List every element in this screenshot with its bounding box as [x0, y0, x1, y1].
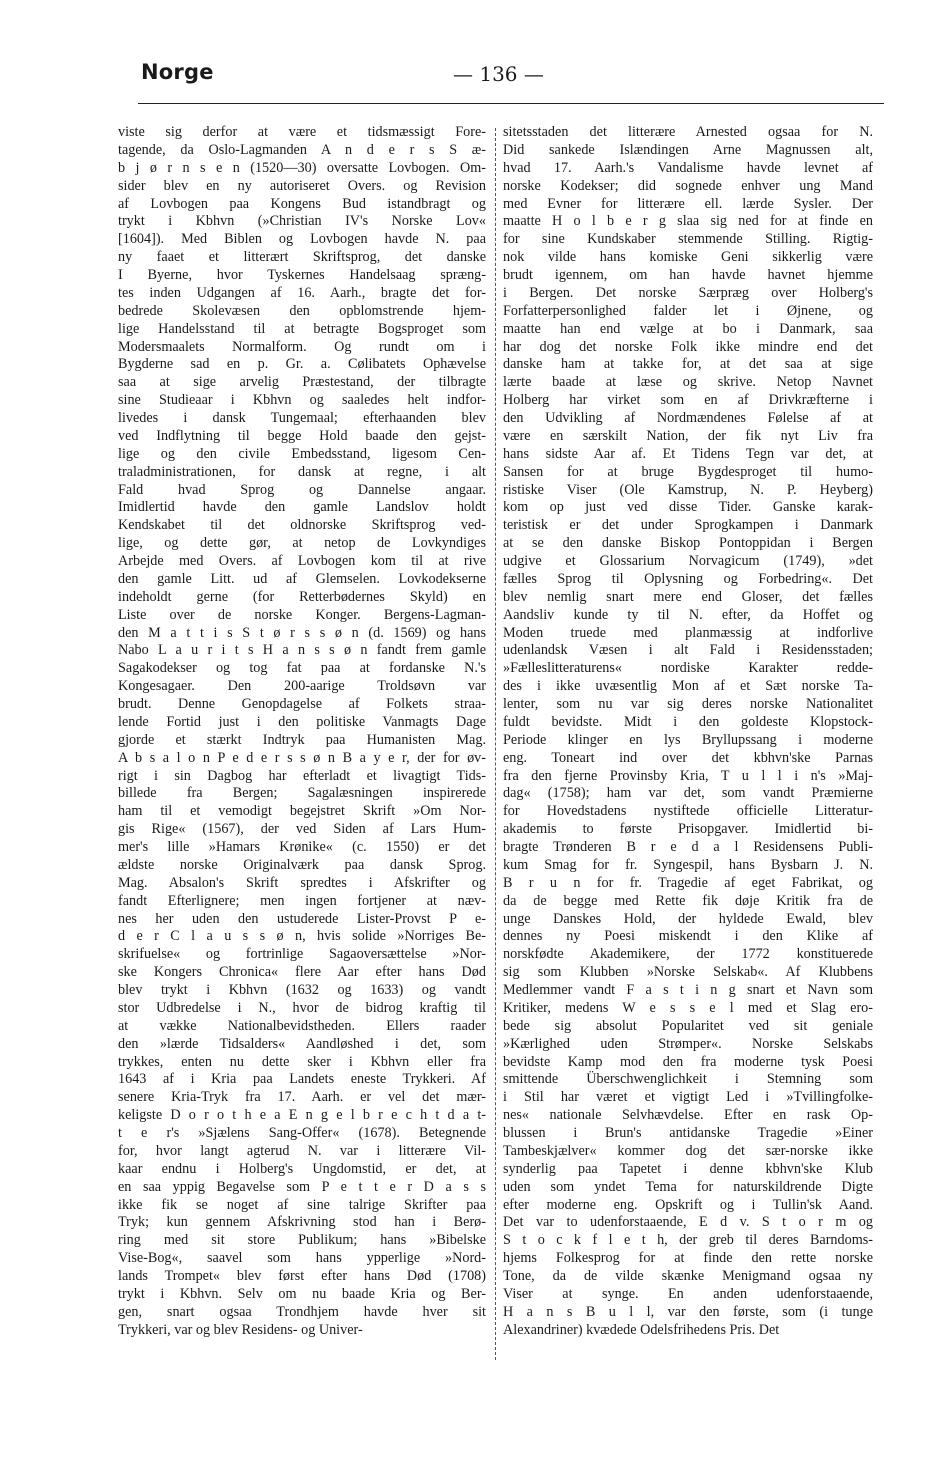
- text-line: lenter, som nu var sig deres norske Nationalitet: [503, 696, 873, 712]
- text-line: norske Kodekser; did sognede enhver ung Mand: [503, 177, 873, 194]
- text-line: for, hvor langt agterud N. var i litterære Vil-: [118, 1142, 486, 1159]
- text-line: maatte H o l b e r g slaa sig ned for at finde en: [503, 213, 873, 230]
- text-line: ham til et vemodigt begejstret Skrift »Om Nor-: [118, 803, 486, 820]
- text-line: blussen i Brun's antidanske Tragedie »Einer: [503, 1125, 873, 1141]
- text-line: ved Indflytning til begge Hold baade den gejst-: [118, 427, 486, 444]
- text-line: lende Fortid just i den politiske Vanmagts Dage: [118, 713, 486, 730]
- text-line: I Byerne, hvor Tyskernes Handelsaag spræng-: [118, 267, 486, 283]
- text-line: fandt Efterlignere; men ingen fortjener at næv-: [118, 892, 486, 909]
- text-line: Tone, da de vilde skænke Menigmand ogsaa ny: [503, 1268, 873, 1284]
- text-line: tagende, da Oslo-Lagmanden A n d e r s S æ-: [118, 141, 486, 158]
- text-line: B r u n for fr. Tragedie af eget Fabrikat, og: [503, 874, 873, 891]
- text-line: for Hovedstadens nystiftede officielle Litteratur-: [503, 803, 873, 820]
- text-line: bedrede Skolevæsen den opblomstrende hjem-: [118, 302, 486, 319]
- text-line: bevidste Kamp mod den fra moderne tysk Poesi: [503, 1053, 873, 1070]
- text-line: nes her uden den ustuderede Lister-Provst P e-: [118, 910, 486, 927]
- text-line: blev nemlig snart mere end Gloser, det fælles: [503, 588, 873, 605]
- text-line: bede sig absolut Popularitet ved sit geniale: [503, 1017, 873, 1034]
- text-line: »Fælleslitteraturens« nordiske Karakter redde-: [503, 660, 873, 677]
- text-line: trykkes, enten nu dette sker i Kbhvn eller fra: [118, 1053, 486, 1070]
- text-line: den M a t t i s S t ø r s s ø n (d. 1569) og hans: [118, 624, 486, 641]
- text-line: bragte Trønderen B r e d a l Residensens Publi-: [503, 839, 873, 855]
- text-line: stor Udbredelse i N., hvor de bidrog kraftig til: [118, 999, 486, 1016]
- text-line: lige, og dette gør, at netop de Lovkyndiges: [118, 535, 486, 552]
- text-line: t e r's »Sjælens Sang-Offer« (1678). Betegnende: [118, 1125, 486, 1141]
- text-line: den Udvikling af Nordmændenes Følelse af at: [503, 410, 873, 426]
- text-line: Kritiker, medens W e s s e l med et Slag ero-: [503, 999, 873, 1016]
- text-line: Tryk; kun gennem Afskrivning stod han i Berø-: [118, 1214, 486, 1231]
- text-line: i Bergen. Det norske Særpræg over Holberg's: [503, 284, 873, 301]
- text-line: livedes i dansk Tungemaal; efterhaanden blev: [118, 410, 486, 426]
- text-line: smittende Überschwenglichkeit i Stemning som: [503, 1071, 873, 1088]
- text-line: danske ham at takke for, at det saa at sige: [503, 356, 873, 373]
- text-line: lige Handelsstand til at betragte Bogsproget som: [118, 320, 486, 337]
- text-line: dennes ny Poesi miskendt i den Klike af: [503, 928, 873, 945]
- text-line: gjorde et stærkt Indtryk paa Humanisten Mag.: [118, 731, 486, 748]
- text-line: ristiske Viser (Ole Kamstrup, N. P. Heyberg): [503, 481, 873, 498]
- text-line: gis Rige« (1567), der ved Siden af Lars Hum-: [118, 821, 486, 838]
- text-line: brudt. Denne Genopdagelse af Folkets straa-: [118, 696, 486, 712]
- text-line: ske Kongers Chronica« flere Aar efter hans Død: [118, 964, 486, 981]
- text-line: efter moderne eng. Opskrift og i Tullin'sk Aand.: [503, 1196, 873, 1213]
- right-text-column: [503, 124, 873, 1340]
- text-line: Did sankede Islændingen Arne Magnussen alt,: [503, 141, 873, 158]
- text-line: udenlandsk Væsen i alt Fald i Residensstaden;: [503, 642, 873, 659]
- text-line: synderlig paa Tapetet i denne kbhvn'ske Klub: [503, 1160, 873, 1177]
- header-rule: [138, 103, 884, 104]
- text-line: Mag. Absalon's Skrift spredtes i Afskrifter og: [118, 874, 486, 891]
- text-line: indeholdt gerne (for Retterbødernes Skyld) en: [118, 588, 486, 605]
- text-line: 1643 af i Kria paa Landets eneste Trykkeri. Af: [118, 1071, 486, 1088]
- text-line: gen, snart ogsaa Trondhjem havde hver sit: [118, 1303, 486, 1320]
- text-line: »Kærlighed uden Strømper«. Norske Selskabs: [503, 1035, 873, 1052]
- text-line: da de begge med Rette fik døje Kritik fra de: [503, 892, 873, 909]
- text-line: dag« (1758); ham var det, som vandt Præmierne: [503, 785, 873, 802]
- text-line: tes inden Udgangen af 16. Aarh., bragte det for-: [118, 284, 486, 301]
- text-line: viste sig derfor at være et tidsmæssigt Fore-: [118, 124, 486, 140]
- text-line: lige og den civile Embedsstand, ligesom Cen-: [118, 445, 486, 462]
- text-line: Alexandriner) kvædede Odelsfrihedens Pris. Det: [503, 1321, 780, 1338]
- text-line: Arbejde med Overs. af Lovbogen kom til at rive: [118, 553, 486, 569]
- text-line: Vise-Bog«, saavel som hans ypperlige »Nord-: [118, 1250, 486, 1267]
- text-line: Moden truede med planmæssig at indforlive: [503, 624, 873, 641]
- text-line: udgive et Glossarium Norvagicum (1749), »det: [503, 553, 873, 569]
- text-line: rigt i sin Dagbog har efterladt et livagtigt Tids-: [118, 767, 486, 784]
- text-line: sig som Klubben »Norske Selskab«. Af Klubbens: [503, 964, 873, 981]
- text-line: at vække Nationalbevidstheden. Ellers raader: [118, 1017, 486, 1034]
- text-line: Imidlertid havde den gamle Landslov holdt: [118, 499, 486, 516]
- text-line: har dog det norske Folk ikke mindre end det: [503, 338, 873, 355]
- text-line: traladministrationen, for dansk at regne, i alt: [118, 463, 486, 480]
- text-line: saa at sige arvelig Præstestand, der tilbragte: [118, 374, 486, 391]
- text-line: fra den fjerne Provinsby Kria, T u l l i n's »Maj-: [503, 767, 873, 784]
- left-text-column: [118, 124, 486, 1340]
- text-line: eng. Toneart ind over det kbhvn'ske Parnas: [503, 749, 873, 766]
- text-line: af Lovbogen paa Kongens Bud istandbragt og: [118, 195, 486, 212]
- text-line: Kongesagaer. Den 200-aarige Troldsøvn var: [118, 678, 486, 695]
- text-line: maatte han end vælge at bo i Danmark, saa: [503, 320, 873, 337]
- text-line: Trykkeri, var og blev Residens- og Univer-: [118, 1321, 363, 1338]
- text-line: d e r C l a u s s ø n, hvis solide »Norriges Be-: [118, 928, 486, 945]
- text-line: nok vilde hans komiske Geni sikkerlig være: [503, 249, 873, 266]
- text-line: senere Kria-Tryk fra 17. Aarh. er vel det mær-: [118, 1089, 486, 1106]
- text-line: fuldt bevidste. Midt i den goldeste Klopstock-: [503, 713, 873, 730]
- text-line: Det var to udenforstaaende, E d v. S t o r m og: [503, 1214, 873, 1231]
- text-line: Holberg har virket som en af Drivkræfterne i: [503, 392, 873, 409]
- text-line: den »lærde Tidsalders« Aandløshed i det, som: [118, 1035, 486, 1052]
- text-line: S t o c k f l e t h, der greb til deres Barndoms-: [503, 1232, 873, 1249]
- text-line: kaar endnu i Holberg's Ungdomstid, er det, at: [118, 1160, 486, 1177]
- text-line: nes« nationale Selvhævdelse. Efter en rask Op-: [503, 1107, 873, 1124]
- text-line: A b s a l o n P e d e r s s ø n B a y e r, der for øv-: [118, 749, 486, 766]
- text-line: Kendskabet til det oldnorske Skriftsprog ved-: [118, 517, 486, 534]
- text-line: Sagakodekser og tog fat paa at fordanske N.'s: [118, 660, 486, 677]
- text-line: ældste norske Originalværk paa dansk Sprog.: [118, 856, 486, 873]
- text-line: en saa yppig Begavelse som P e t t e r D a s s: [118, 1178, 486, 1195]
- text-line: at se den danske Biskop Pontoppidan i Bergen: [503, 535, 873, 552]
- text-line: Medlemmer vandt F a s t i n g snart et Navn som: [503, 982, 873, 998]
- text-line: brudt igennem, om han havde havnet hjemme: [503, 267, 873, 283]
- text-line: for sine Kundskaber stemmende Stilling. Rigtig-: [503, 231, 873, 248]
- text-line: akademis to første Prisopgaver. Imidlertid bi-: [503, 821, 873, 838]
- text-line: b j ø r n s e n (1520—30) oversatte Lovbogen. Om-: [118, 159, 486, 176]
- text-line: keligste D o r o t h e a E n g e l b r e c h t d a t-: [118, 1107, 486, 1124]
- text-line: Fald hvad Sprog og Dannelse angaar.: [118, 481, 486, 498]
- running-head-title: Norge: [141, 60, 214, 84]
- text-line: den gamle Litt. ud af Glemselen. Lovkodekserne: [118, 570, 486, 587]
- text-line: med Evner for litterære ell. lærde Sysler. Der: [503, 195, 873, 212]
- text-line: uden som yndet Tema for naturskildrende Digte: [503, 1178, 873, 1195]
- text-line: Sansen for at bruge Bygdesproget til humo-: [503, 463, 873, 480]
- text-line: trykt i Kbhvn. Selv om nu baade Kria og Ber-: [118, 1285, 486, 1302]
- text-line: Periode klinger en lys Bryllupssang i moderne: [503, 731, 873, 748]
- text-line: mer's lille »Hamars Krønike« (c. 1550) er det: [118, 839, 486, 855]
- text-line: ny faaet et litterært Skriftsprog, det danske: [118, 249, 486, 266]
- text-line: hjems Folkesprog for at finde den rette norske: [503, 1250, 873, 1267]
- text-line: Forfatterpersonlighed falder let i Øjnene, og: [503, 302, 873, 319]
- text-line: Nabo L a u r i t s H a n s s ø n fandt frem gamle: [118, 642, 486, 659]
- text-line: [1604]). Med Biblen og Lovbogen havde N. paa: [118, 231, 486, 248]
- text-line: sitetsstaden det litterære Arnested ogsaa for N.: [503, 124, 873, 140]
- text-line: ring med sit store Publikum; hans »Bibelske: [118, 1232, 486, 1249]
- text-line: sider blev en ny autoriseret Overs. og Revision: [118, 177, 486, 194]
- text-line: lærte baade at læse og skrive. Netop Navnet: [503, 374, 873, 391]
- text-line: skrifuelse« og fortrinlige Sagaoversættelse »Nor-: [118, 946, 486, 963]
- text-line: blev trykt i Kbhvn (1632 og 1633) og vandt: [118, 982, 486, 998]
- text-line: des i ikke uvæsentlig Mon af et Sæt norske Ta-: [503, 678, 873, 695]
- text-line: lands Trompet« blev først efter hans Død (1708): [118, 1268, 486, 1284]
- text-line: trykt i Kbhvn (»Christian IV's Norske Lov«: [118, 213, 486, 230]
- text-line: i Stil har været et vigtigt Led i »Tvillingfolke-: [503, 1089, 873, 1106]
- text-line: hans sidste Aar af. Et Tidens Tegn var det, at: [503, 445, 873, 462]
- page-number: — 136 —: [453, 62, 544, 86]
- text-line: norskfødte Akademikere, der 1772 konstituerede: [503, 946, 873, 963]
- text-line: Bygderne sad en p. Gr. a. Cølibatets Ophævelse: [118, 356, 486, 373]
- text-line: kom op just ved disse Tider. Ganske karak-: [503, 499, 873, 516]
- text-line: H a n s B u l l, var den første, som (i tunge: [503, 1303, 873, 1320]
- text-line: fælles Sprog til Oplysning og Forbedring«. Det: [503, 570, 873, 587]
- text-line: ikke fik se noget af sine talrige Skrifter paa: [118, 1196, 486, 1213]
- text-line: sine Studieaar i Kbhvn og saaledes helt indfor-: [118, 392, 486, 409]
- text-line: Tambeskjælver« kommer dog det sær-norske ikke: [503, 1142, 873, 1159]
- text-line: Liste over de norske Konger. Bergens-Lagman-: [118, 606, 486, 623]
- text-line: kum Smag for fr. Syngespil, hans Bysbarn J. N.: [503, 856, 873, 873]
- text-line: unge Danskes Hold, der hyldede Ewald, blev: [503, 910, 873, 927]
- text-line: være en særskilt Nation, der fik nyt Liv fra: [503, 427, 873, 444]
- column-divider: [495, 128, 496, 1360]
- text-line: billede fra Bergen; Sagalæsningen inspirerede: [118, 785, 486, 802]
- text-line: Modersmaalets Normalform. Og rundt om i: [118, 338, 486, 355]
- text-line: teristisk er det under Sprogkampen i Danmark: [503, 517, 873, 534]
- text-line: Aandsliv kunde ty til N. efter, da Hoffet og: [503, 606, 873, 623]
- text-line: hvad 17. Aarh.'s Vandalisme havde levnet af: [503, 159, 873, 176]
- text-line: Viser at synge. En anden udenforstaaende,: [503, 1285, 873, 1302]
